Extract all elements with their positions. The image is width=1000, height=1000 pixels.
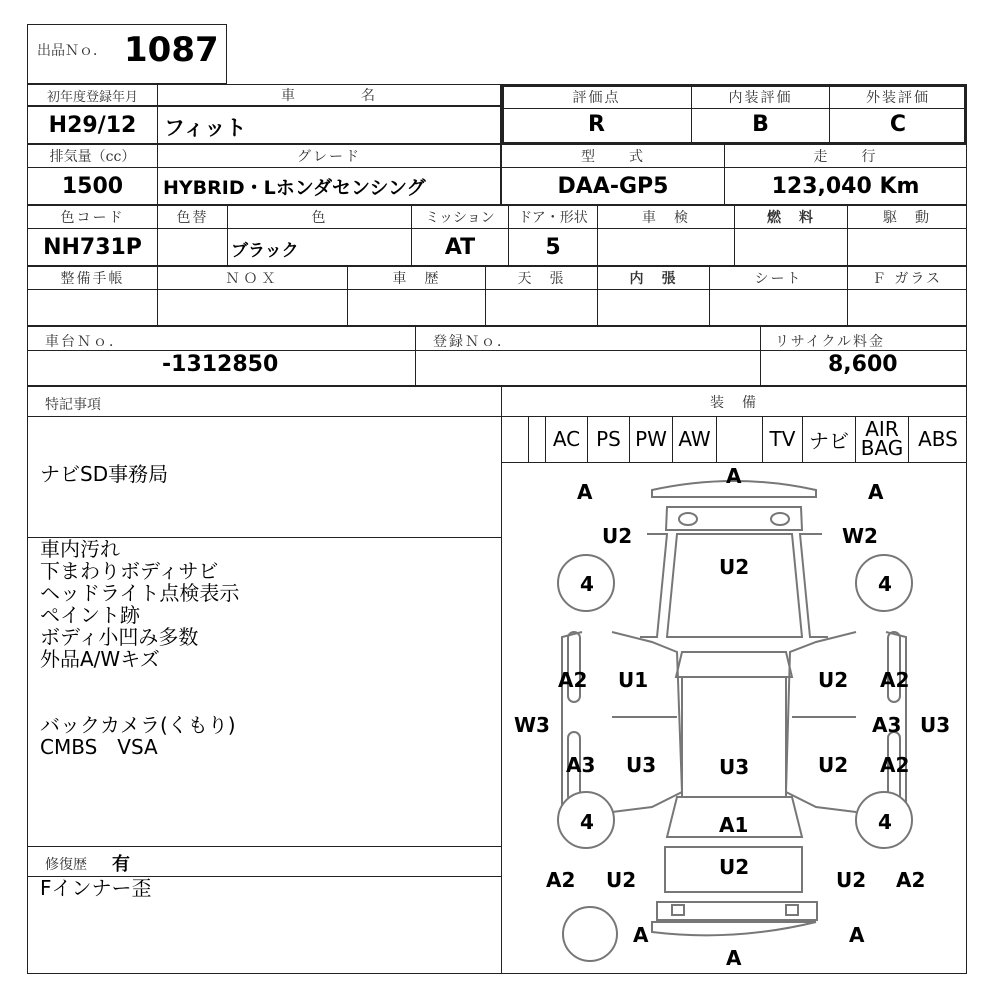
- interior-value: B: [752, 111, 769, 137]
- right-side-body: [786, 632, 856, 812]
- equipment-item: TV: [763, 416, 803, 462]
- damage-front-left-corner: A: [577, 480, 593, 504]
- model-value: DAA-GP5: [557, 173, 669, 199]
- note-line: [40, 692, 239, 714]
- damage-left-front-pillar: U1: [618, 668, 649, 692]
- note-line: 車内汚れ: [40, 537, 120, 561]
- first-reg-value: H29/12: [48, 112, 137, 138]
- lot-label: 出品Ｎｏ．: [37, 43, 107, 59]
- cell: [27, 846, 502, 877]
- rear-lamp-left: [672, 905, 684, 915]
- damage-left-side: W3: [514, 713, 550, 737]
- equipment-item: AIR BAG: [856, 416, 909, 462]
- cell: [485, 289, 598, 326]
- roof-label: 天 張: [517, 271, 566, 287]
- model-label: 型 式: [581, 149, 645, 165]
- damage-left-quarter-b: U2: [606, 868, 637, 892]
- interior-label: 内装評価: [728, 89, 793, 106]
- repaint-value: [157, 228, 228, 266]
- repaint-label: 色替: [176, 210, 209, 226]
- score-value: R: [588, 111, 605, 137]
- damage-right-side-b: U3: [920, 713, 951, 737]
- damage-trunk: U2: [719, 855, 750, 879]
- cell: [847, 289, 967, 326]
- tire-front-right: 4: [878, 572, 892, 596]
- exterior-label: 外装評価: [866, 89, 930, 106]
- cell: [709, 289, 848, 326]
- lot-number: 1087: [124, 30, 219, 70]
- headlight-right: [771, 513, 789, 525]
- cell: [597, 289, 710, 326]
- inspection-value: [597, 228, 735, 266]
- left-side-body: [612, 632, 682, 812]
- fglass-label: Ｆ ガラス: [871, 271, 943, 287]
- drive-value: [847, 228, 967, 266]
- nox-label: ＮＯＸ: [225, 271, 280, 287]
- color-label: 色: [311, 210, 328, 226]
- equipment-item: AW: [673, 416, 717, 462]
- cell: [157, 289, 348, 326]
- repair-value: 有: [112, 854, 130, 875]
- tire-rear-right: 4: [878, 810, 892, 834]
- history-label: 車 歴: [392, 271, 441, 287]
- note-line: バックカメラ(くもり): [40, 713, 236, 737]
- damage-right-rear-door: A2: [880, 753, 910, 777]
- displacement-label: 排気量（cc）: [49, 149, 136, 165]
- door-label: ドア・形状: [518, 210, 588, 226]
- color-value: ブラック: [231, 241, 299, 261]
- notes-label: 特記事項: [45, 397, 101, 413]
- damage-right-front-pillar: U2: [818, 668, 849, 692]
- equipment-item: AC: [546, 416, 588, 462]
- note-line: CMBS VSA: [40, 735, 158, 759]
- score-label: 評価点: [572, 89, 621, 106]
- equipment-item: [528, 416, 546, 462]
- repair-label: 修復歴: [45, 857, 87, 873]
- hood-shape: [667, 534, 802, 637]
- mileage-value: 123,040 Km: [771, 173, 920, 199]
- right-fender-shape: [800, 534, 828, 637]
- note-line: [40, 670, 239, 692]
- inspection-label: 車 検: [642, 210, 690, 226]
- damage-front-bumper: A: [726, 464, 742, 488]
- mission-label: ミッション: [425, 210, 495, 226]
- damage-rear-bumper: A: [726, 946, 742, 970]
- car-name-value: フィット: [164, 116, 247, 140]
- cell: [415, 350, 761, 386]
- damage-hood: U2: [719, 555, 750, 579]
- damage-left-rear-door: A3: [566, 753, 596, 777]
- grille-shape: [666, 507, 802, 530]
- damage-right-fender-top: W2: [842, 524, 878, 548]
- damage-left-fender-top: U2: [602, 524, 633, 548]
- damage-right-quarter: A2: [896, 868, 926, 892]
- equipment-item: PW: [630, 416, 673, 462]
- displacement-value: 1500: [61, 173, 124, 199]
- note-line: 下まわりボディサビ: [40, 559, 219, 583]
- chassis-label: 車台Ｎｏ．: [45, 334, 125, 350]
- first-reg-label: 初年度登録年月: [46, 89, 138, 105]
- damage-right-fender: A2: [880, 668, 910, 692]
- windshield-shape: [676, 652, 792, 677]
- damage-left-fender: A2: [558, 668, 588, 692]
- car-name-label: 車 名: [281, 88, 377, 104]
- equipment-item: ナビ: [803, 416, 856, 462]
- damage-front-right-corner: A: [868, 480, 884, 504]
- equipment-item: PS: [588, 416, 630, 462]
- damage-rear-right-corner: A: [849, 923, 865, 947]
- cell: [347, 289, 486, 326]
- equipment-label: 装 備: [710, 394, 758, 411]
- left-fender-shape: [640, 534, 667, 637]
- note-line: ボディ小凹み多数: [40, 625, 199, 649]
- door-value: 5: [545, 234, 561, 260]
- notes-list: [40, 538, 239, 758]
- maintenance-label: 整備手帳: [60, 271, 125, 287]
- damage-left-rear-pillar: U3: [626, 753, 657, 777]
- spare-tire-icon: [563, 907, 617, 961]
- mileage-label: 走 行: [813, 149, 878, 165]
- damage-rear-left-corner: A: [633, 923, 649, 947]
- exterior-value: C: [889, 111, 907, 137]
- mission-value: AT: [444, 234, 476, 260]
- damage-right-side-a: A3: [872, 713, 902, 737]
- note-line: ペイント跡: [40, 603, 140, 627]
- roof-shape: [682, 677, 786, 797]
- seat-label: シート: [754, 271, 803, 287]
- tire-front-left: 4: [580, 572, 594, 596]
- cell: [27, 289, 158, 326]
- damage-roof: U3: [719, 755, 750, 779]
- color-code-label: 色コード: [60, 210, 125, 226]
- headlight-left: [679, 513, 697, 525]
- damage-left-quarter: A2: [546, 868, 576, 892]
- equipment-item: ABS: [918, 427, 958, 451]
- note-line: ナビSD事務局: [40, 462, 169, 486]
- damage-right-quarter-b: U2: [836, 868, 867, 892]
- fuel-label: 燃 料: [767, 210, 815, 226]
- damage-rear-glass: A1: [719, 813, 749, 837]
- damage-right-rear-pillar: U2: [818, 753, 849, 777]
- equipment-item: [717, 416, 763, 462]
- recycle-value: 8,600: [828, 352, 898, 377]
- note-line: ヘッドライト点検表示: [40, 581, 240, 605]
- grade-value: HYBRID・Lホンダセンシング: [163, 177, 426, 199]
- interior-lining-label: 内 張: [629, 271, 678, 287]
- color-code-value: NH731P: [43, 234, 142, 260]
- grade-label: グレード: [297, 149, 361, 165]
- rear-lamp-right: [786, 905, 798, 915]
- fuel-value: [734, 228, 848, 266]
- registration-label: 登録Ｎｏ．: [433, 334, 513, 350]
- tire-rear-left: 4: [580, 810, 594, 834]
- note-line: 外品A/Wキズ: [40, 647, 160, 671]
- rear-bumper-lower: [652, 922, 816, 935]
- drive-label: 駆 動: [883, 210, 931, 226]
- recycle-label: リサイクル料金: [775, 334, 886, 350]
- chassis-value: -1312850: [162, 352, 279, 377]
- repair-detail: Fインナー歪: [40, 876, 152, 900]
